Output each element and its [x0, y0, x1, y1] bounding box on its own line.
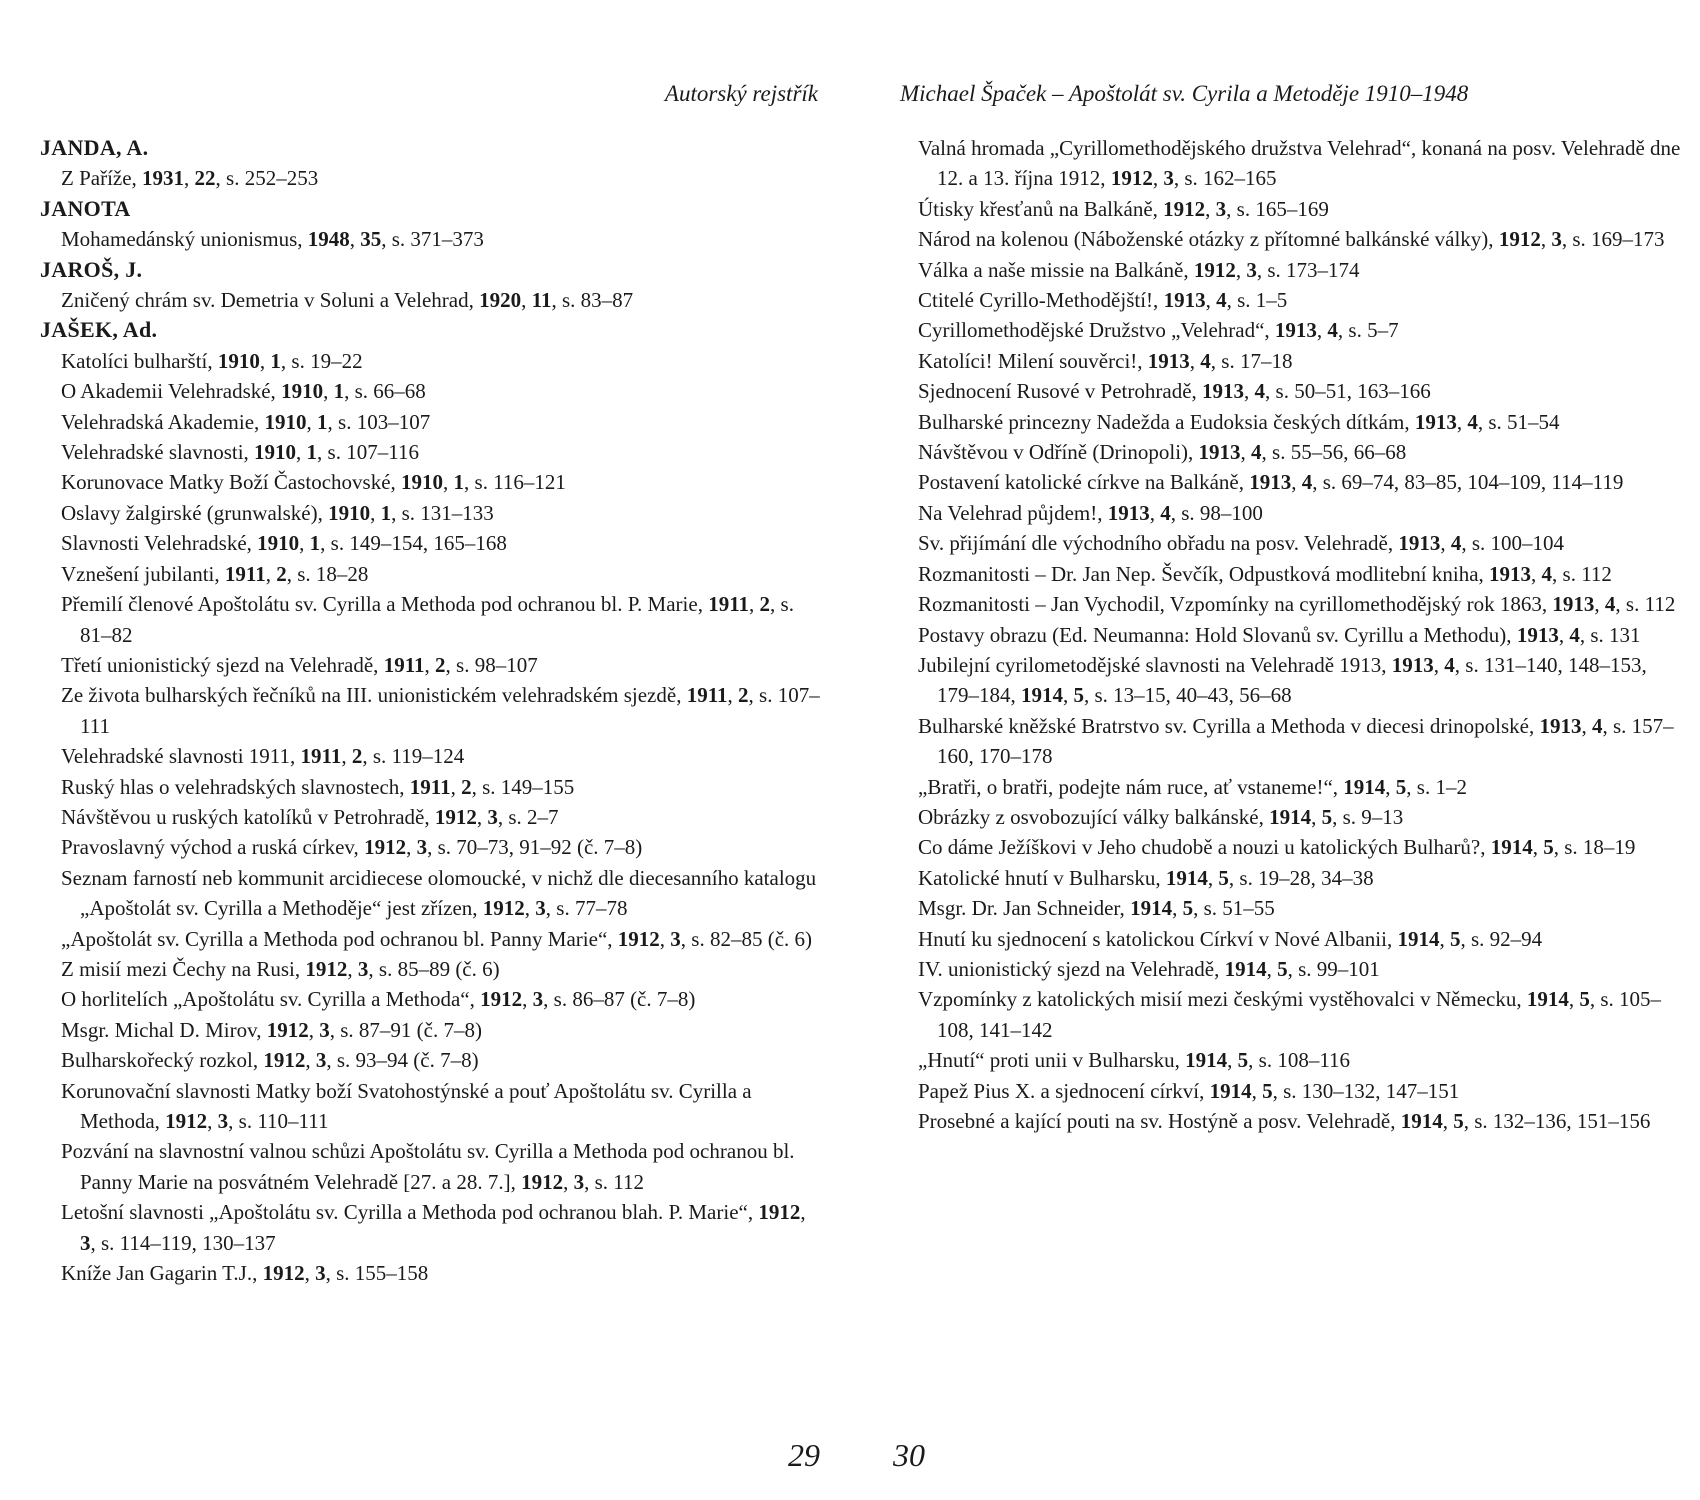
entry-year: 1914: [1130, 896, 1173, 921]
right-page: [850, 0, 1700, 1500]
entry-title: Národ na kolenou (Náboženské otázky z přítomné balkánské války),: [918, 227, 1499, 252]
entry-volume: 1: [317, 409, 328, 434]
entry-pages: , s. 87–91 (č. 7–8): [329, 1017, 482, 1042]
entry-year: 1912: [262, 1261, 305, 1286]
index-entry: Velehradské slavnosti, 1910, 1, s. 107–116: [61, 440, 419, 465]
entry-year: 1931: [142, 166, 185, 191]
entry-year: 1912: [263, 1048, 306, 1073]
entry-year: 1910: [328, 500, 371, 525]
entry-title: Ctitelé Cyrillo-Methodějští!,: [918, 288, 1164, 313]
entry-title: Z misií mezi Čechy na Rusi,: [61, 956, 306, 981]
entry-pages: , s. 131: [1579, 622, 1641, 647]
index-entry: Ctitelé Cyrillo-Methodějští!, 1913, 4, s. 1–5: [918, 288, 1288, 313]
entry-title: Pozvání na slavnostní valnou schůzi Apoštolátu sv. Cyrilla a Methoda pod ochranou bl. Panny Marie na posvátném Velehradě [27. a 28. 7.],: [61, 1139, 795, 1194]
index-entry: Návštěvou u ruských katolíků v Petrohradě, 1912, 3, s. 2–7: [61, 804, 559, 829]
left-page-number: 29: [788, 1437, 820, 1473]
entry-volume: 2: [276, 561, 287, 586]
index-entry: Velehradské slavnosti 1911, 1911, 2, s. 119–124: [61, 744, 465, 769]
entry-pages: , s. 110–111: [228, 1109, 329, 1133]
entry-title: Návštěvou v Odříně (Drinopoli),: [918, 440, 1199, 465]
entry-volume: 4: [1327, 318, 1338, 343]
entry-pages: , s. 86–87 (č. 7–8): [543, 987, 696, 1012]
entry-pages: , s. 252–253: [215, 166, 319, 191]
entry-year: 1910: [217, 348, 260, 373]
entry-year: 1914: [1209, 1078, 1252, 1103]
entry-volume: 1: [333, 379, 345, 404]
index-entry: Třetí unionistický sjezd na Velehradě, 1911, 2, s. 98–107: [61, 652, 538, 677]
entry-extra-volume: 5: [1073, 683, 1084, 708]
entry-title: Korunovační slavnosti Matky boží Svatohostýnské a pouť Apoštolátu sv. Cyrilla a Methoda,: [61, 1078, 752, 1133]
index-entry: Rozmanitosti – Jan Vychodil, Vzpomínky na cyrillomethodějský rok 1863, 1913, 4, s. 112: [918, 592, 1676, 617]
index-entry: Katolické hnutí v Bulharsku, 1914, 5, s. 19–28, 34–38: [918, 865, 1374, 890]
entry-volume: 4: [1160, 500, 1171, 525]
entry-volume: 3: [535, 896, 546, 921]
entry-year: 1913: [1516, 622, 1559, 647]
index-entry: Vzpomínky z katolických misií mezi českými vystěhovalci v Německu, 1914, 5, s. 105–108, 141–142: [918, 987, 1662, 1042]
entry-volume: 4: [1254, 379, 1266, 404]
entry-volume: 4: [1569, 622, 1580, 647]
entry-year: 1914: [1165, 865, 1208, 890]
index-entry: Oslavy žalgirské (grunwalské), 1910, 1, s. 131–133: [61, 500, 494, 525]
entry-volume: 5: [1182, 896, 1194, 921]
entry-pages: , s. 1–5: [1226, 288, 1288, 313]
entry-volume: 2: [351, 744, 363, 769]
entry-year: 1912: [165, 1109, 208, 1133]
index-entry: Sv. přijímání dle východního obřadu na posv. Velehradě, 1913, 4, s. 100–104: [918, 531, 1565, 556]
index-entry: Kníže Jan Gagarin T.J., 1912, 3, s. 155–158: [61, 1261, 429, 1286]
entry-year: 1912: [1193, 257, 1236, 282]
entry-title: Jubilejní cyrilometodějské slavnosti na Velehradě 1913,: [918, 652, 1392, 677]
entry-volume: 3: [80, 1230, 91, 1255]
entry-volume: 5: [1543, 835, 1554, 860]
index-entry: O horlitelích „Apoštolátu sv. Cyrilla a Methoda“, 1912, 3, s. 86–87 (č. 7–8): [61, 987, 696, 1012]
entry-pages: , s. 17–18: [1210, 348, 1293, 373]
entry-volume: 3: [217, 1109, 229, 1133]
entry-year: 1910: [281, 379, 324, 404]
index-entry: Msgr. Dr. Jan Schneider, 1914, 5, s. 51–55: [918, 896, 1275, 921]
index-entry: Vznešení jubilanti, 1911, 2, s. 18–28: [61, 561, 369, 586]
entry-volume: 3: [487, 804, 498, 829]
index-entry: Prosebné a kající pouti na sv. Hostýně a posv. Velehradě, 1914, 5, s. 132–136, 151–156: [918, 1109, 1651, 1133]
entry-pages: , s. 162–165: [1173, 166, 1277, 191]
entry-year: 1911: [409, 774, 451, 799]
entry-pages: , s. 18–19: [1553, 835, 1636, 860]
entry-title: Vzpomínky z katolických misií mezi českými vystěhovalci v Německu,: [918, 987, 1527, 1012]
entry-title: Velehradské slavnosti 1911,: [61, 744, 301, 769]
entry-year: 1910: [254, 440, 297, 465]
entry-volume: 2: [435, 652, 446, 677]
entry-year: 1913: [1552, 592, 1595, 617]
entry-title: Zničený chrám sv. Demetria v Soluni a Velehrad,: [61, 288, 480, 313]
entry-title: O horlitelích „Apoštolátu sv. Cyrilla a Methoda“,: [61, 987, 481, 1012]
entry-title: Katolíci bulharští,: [61, 348, 218, 373]
index-entry: Papež Pius X. a sjednocení církví, 1914, 5, s. 130–132, 147–151: [918, 1078, 1460, 1103]
entry-pages: , s. 1–2: [1406, 774, 1467, 799]
entry-year: 1912: [617, 926, 660, 951]
entry-title: Korunovace Matky Boží Častochovské,: [61, 470, 402, 495]
entry-title: Obrázky z osvobozující války balkánské,: [918, 804, 1270, 829]
entry-title: Návštěvou u ruských katolíků v Petrohradě,: [61, 804, 435, 829]
entry-year: 1913: [1249, 470, 1292, 495]
entry-pages: , s. 112: [1615, 592, 1676, 617]
index-entry: Útisky křesťanů na Balkáně, 1912, 3, s. 165–169: [918, 196, 1329, 221]
entry-title: Ze života bulharských řečníků na III. unionistickém velehradském sjezdě,: [61, 683, 687, 708]
entry-pages: , s. 55–56, 66–68: [1261, 440, 1407, 465]
entry-year: 1912: [521, 1169, 564, 1194]
left-index-column: [40, 133, 825, 1288]
entry-pages: , s. 98–100: [1170, 500, 1263, 525]
entry-title: Pravoslavný východ a ruská církev,: [61, 835, 365, 860]
entry-volume: 4: [1301, 470, 1313, 495]
entry-title: Rozmanitosti – Dr. Jan Nep. Ševčík, Odpustková modlitební kniha,: [918, 561, 1490, 586]
entry-title: „Apoštolát sv. Cyrilla a Methoda pod ochranou bl. Panny Marie“,: [61, 926, 618, 951]
entry-year: 1914: [1343, 774, 1386, 799]
entry-year: 1912: [482, 896, 525, 921]
entry-year: 1910: [257, 531, 300, 556]
entry-title: Hnutí ku sjednocení s katolickou Církví v Nové Albanii,: [918, 926, 1398, 951]
entry-pages: , s. 155–158: [325, 1261, 429, 1286]
entry-pages: , s. 157–160, 170–178: [937, 713, 1674, 769]
entry-volume: 3: [1246, 257, 1257, 282]
entry-title: Oslavy žalgirské (grunwalské),: [61, 500, 329, 525]
entry-title: Co dáme Ježíškovi v Jeho chudobě a nouzi u katolických Bulharů?,: [918, 835, 1491, 860]
author-heading: JAROŠ, J.: [40, 256, 143, 282]
index-entry: Pozvání na slavnostní valnou schůzi Apoštolátu sv. Cyrilla a Methoda pod ochranou bl. Panny Marie na posvátném Velehradě [27. a 28. 7.], 1912, 3, s. 112: [61, 1139, 795, 1194]
entry-year: 1920: [479, 288, 522, 313]
entry-volume: 3: [319, 1017, 330, 1042]
entry-year: 1913: [1274, 318, 1317, 343]
index-entry: Hnutí ku sjednocení s katolickou Církví v Nové Albanii, 1914, 5, s. 92–94: [918, 926, 1543, 951]
entry-pages: , s. 371–373: [381, 227, 484, 252]
entry-pages: , s. 81–82: [80, 592, 794, 647]
entry-volume: 5: [1218, 865, 1229, 890]
index-entry: Z misií mezi Čechy na Rusi, 1912, 3, s. 85–89 (č. 6): [61, 956, 500, 981]
entry-extra-year: 1914: [1021, 683, 1063, 708]
entry-volume: 2: [738, 683, 749, 708]
entry-volume: 5: [1395, 774, 1407, 799]
entry-year: 1914: [1400, 1109, 1443, 1133]
index-entry: Cyrillomethodějské Družstvo „Velehrad“, 1913, 4, s. 5–7: [918, 318, 1399, 343]
entry-year: 1912: [758, 1200, 801, 1225]
entry-pages: , s. 100–104: [1461, 531, 1565, 556]
index-entry: Návštěvou v Odříně (Drinopoli), 1913, 4, s. 55–56, 66–68: [918, 440, 1407, 465]
entry-year: 1913: [1489, 561, 1532, 586]
entry-pages: , s. 103–107: [327, 409, 431, 434]
entry-pages: , s. 107–111: [80, 683, 820, 738]
entry-pages: , s. 83–87: [551, 288, 634, 313]
entry-pages: , s. 149–155: [471, 774, 575, 799]
entry-pages: , s. 131–133: [391, 500, 494, 525]
entry-pages: , s. 5–7: [1337, 318, 1399, 343]
entry-title: Valná hromada „Cyrillomethodějského družstva Velehrad“, konaná na posv. Velehradě dne 12. a 13. října 1912,: [918, 136, 1681, 191]
entry-title: Postavení katolické církve na Balkáně,: [918, 470, 1250, 495]
entry-year: 1911: [300, 744, 342, 769]
entry-title: Válka a naše missie na Balkáně,: [918, 257, 1194, 282]
entry-pages: , s. 105–108, 141–142: [937, 987, 1662, 1042]
entry-pages: , s. 165–169: [1226, 196, 1329, 221]
index-entry: IV. unionistický sjezd na Velehradě, 1914, 5, s. 99–101: [918, 956, 1380, 981]
entry-title: Postavy obrazu (Ed. Neumanna: Hold Slovanů sv. Cyrillu a Methodu),: [918, 622, 1517, 647]
entry-year: 1910: [401, 470, 444, 495]
entry-title: Sv. přijímání dle východního obřadu na posv. Velehradě,: [918, 531, 1399, 556]
index-entry: Katolíci bulharští, 1910, 1, s. 19–22: [61, 348, 363, 373]
entry-year: 1912: [1110, 166, 1153, 191]
entry-volume: 5: [1262, 1078, 1273, 1103]
entry-pages: , s. 70–73, 91–92 (č. 7–8): [427, 835, 643, 860]
entry-volume: 3: [315, 1261, 326, 1286]
right-index-column: [917, 133, 1687, 1136]
entry-year: 1913: [1414, 409, 1457, 434]
entry-title: Kníže Jan Gagarin T.J.,: [61, 1261, 263, 1286]
entry-title: „Bratři, o bratři, podejte nám ruce, ať vstaneme!“,: [918, 774, 1344, 799]
entry-year: 1913: [1147, 348, 1190, 373]
entry-pages: , s. 92–94: [1460, 926, 1543, 951]
entry-pages: , s. 130–132, 147–151: [1272, 1078, 1460, 1103]
author-heading: JAŠEK, Ad.: [40, 317, 158, 343]
entry-title: Mohamedánský unionismus,: [61, 227, 308, 252]
entry-title: Bulharské kněžské Bratrstvo sv. Cyrilla a Methoda v diecesi drinopolské,: [918, 713, 1540, 738]
entry-year: 1911: [224, 561, 266, 586]
entry-year: 1914: [1224, 956, 1267, 981]
entry-pages: , s. 116–121: [464, 470, 566, 495]
entry-pages: , s. 77–78: [545, 896, 628, 921]
entry-volume: 3: [1163, 166, 1174, 191]
entry-volume: 3: [573, 1169, 585, 1194]
index-entry: Obrázky z osvobozující války balkánské, 1914, 5, s. 9–13: [918, 804, 1404, 829]
index-entry: Bulharské princezny Nadežda a Eudoksia českých dítkám, 1913, 4, s. 51–54: [918, 409, 1560, 434]
entry-volume: 4: [1541, 561, 1553, 586]
entry-year: 1911: [383, 652, 425, 677]
entry-pages: , s. 51–55: [1193, 896, 1275, 921]
entry-volume: 4: [1444, 652, 1455, 677]
entry-pages: , s. 99–101: [1287, 956, 1380, 981]
entry-pages: , s. 132–136, 151–156: [1463, 1109, 1651, 1133]
entry-pages: , s. 50–51, 163–166: [1265, 379, 1431, 404]
index-entry: Bulharskořecký rozkol, 1912, 3, s. 93–94 (č. 7–8): [61, 1048, 479, 1073]
entry-year: 1912: [364, 835, 407, 860]
entry-pages: , s. 51–54: [1477, 409, 1560, 434]
entry-title: Velehradská Akademie,: [61, 409, 265, 434]
entry-title: Cyrillomethodějské Družstvo „Velehrad“,: [918, 318, 1275, 343]
entry-title: Sjednocení Rusové v Petrohradě,: [918, 379, 1203, 404]
entry-volume: 4: [1216, 288, 1227, 313]
entry-pages: , s. 66–68: [344, 379, 426, 404]
entry-year: 1913: [1163, 288, 1206, 313]
entry-volume: 5: [1579, 987, 1590, 1012]
entry-pages: , s. 18–28: [286, 561, 369, 586]
index-entry: O Akademii Velehradské, 1910, 1, s. 66–68: [61, 379, 426, 404]
entry-volume: 4: [1251, 440, 1262, 465]
entry-volume: 2: [461, 774, 472, 799]
index-entry: Postavy obrazu (Ed. Neumanna: Hold Slovanů sv. Cyrillu a Methodu), 1913, 4, s. 131: [918, 622, 1641, 647]
entry-title: Přemilí členové Apoštolátu sv. Cyrilla a Methoda pod ochranou bl. P. Marie,: [61, 592, 709, 617]
index-entry: Z Paříže, 1931, 22, s. 252–253: [61, 166, 319, 191]
entry-volume: 3: [1551, 227, 1562, 252]
entry-title: Prosebné a kající pouti na sv. Hostýně a posv. Velehradě,: [918, 1109, 1401, 1133]
index-entry: Ze života bulharských řečníků na III. unionistickém velehradském sjezdě, 1911, 2, s. 107–111: [61, 683, 820, 738]
entry-title: Vznešení jubilanti,: [61, 561, 225, 586]
entry-pages: , s. 119–124: [362, 744, 465, 769]
index-entry: Válka a naše missie na Balkáně, 1912, 3, s. 173–174: [918, 257, 1360, 282]
entry-pages: , s. 114–119, 130–137: [90, 1230, 276, 1255]
entry-title: Slavnosti Velehradské,: [61, 531, 258, 556]
index-entry: Ruský hlas o velehradských slavnostech, 1911, 2, s. 149–155: [61, 774, 575, 799]
entry-title: IV. unionistický sjezd na Velehradě,: [918, 956, 1225, 981]
index-entry: Sjednocení Rusové v Petrohradě, 1913, 4, s. 50–51, 163–166: [918, 379, 1431, 404]
entry-title: Msgr. Dr. Jan Schneider,: [918, 896, 1131, 921]
index-entry: Na Velehrad půjdem!, 1913, 4, s. 98–100: [918, 500, 1263, 525]
entry-year: 1913: [1539, 713, 1582, 738]
entry-title: Papež Pius X. a sjednocení církví,: [918, 1078, 1210, 1103]
entry-year: 1911: [686, 683, 728, 708]
index-entry: Msgr. Michal D. Mirov, 1912, 3, s. 87–91 (č. 7–8): [61, 1017, 482, 1042]
entry-year: 1913: [1391, 652, 1434, 677]
entry-pages: , s. 107–116: [317, 440, 419, 465]
entry-pages: , s. 131–140, 148–153, 179–184,: [937, 652, 1647, 708]
entry-title: Třetí unionistický sjezd na Velehradě,: [61, 652, 384, 677]
entry-volume: 5: [1449, 926, 1461, 951]
entry-volume: 3: [315, 1048, 327, 1073]
entry-title: Velehradské slavnosti,: [61, 440, 255, 465]
entry-title: „Hnutí“ proti unii v Bulharsku,: [918, 1048, 1186, 1073]
entry-year: 1912: [305, 956, 348, 981]
entry-title: Seznam farností neb kommunit arcidiecese olomoucké, v nichž dle diecesanního katalogu „Apoštolát sv. Cyrilla a Methoděje“ jest zřízen,: [61, 865, 817, 921]
entry-volume: 1: [270, 348, 281, 373]
index-entry: Korunovační slavnosti Matky boží Svatohostýnské a pouť Apoštolátu sv. Cyrilla a Methoda, 1912, 3, s. 110–111: [61, 1078, 752, 1133]
index-entry: Seznam farností neb kommunit arcidiecese olomoucké, v nichž dle diecesanního katalogu „Apoštolát sv. Cyrilla a Methoděje“ jest zřízen, 1912, 3, s. 77–78: [61, 865, 817, 921]
entry-year: 1912: [1163, 196, 1206, 221]
entry-year: 1912: [266, 1017, 309, 1042]
index-entry: „Hnutí“ proti unii v Bulharsku, 1914, 5, s. 108–116: [918, 1048, 1351, 1073]
right-running-head: Michael Špaček – Apoštolát sv. Cyrila a Metoděje 1910–1948: [900, 81, 1469, 106]
index-entry: Korunovace Matky Boží Častochovské, 1910, 1, s. 116–121: [61, 470, 566, 495]
entry-volume: 4: [1467, 409, 1478, 434]
entry-volume: 22: [194, 166, 216, 191]
right-page-number: 30: [893, 1437, 925, 1473]
entry-year: 1913: [1198, 440, 1241, 465]
index-entry: Co dáme Ježíškovi v Jeho chudobě a nouzi u katolických Bulharů?, 1914, 5, s. 18–19: [918, 835, 1636, 860]
entry-pages: , s. 19–22: [280, 348, 363, 373]
entry-pages: , s. 149–154, 165–168: [320, 531, 507, 556]
entry-volume: 5: [1237, 1048, 1249, 1073]
entry-year: 1913: [1398, 531, 1441, 556]
entry-volume: 4: [1450, 531, 1462, 556]
entry-title: O Akademii Velehradské,: [61, 379, 282, 404]
index-entry: Přemilí členové Apoštolátu sv. Cyrilla a Methoda pod ochranou bl. P. Marie, 1911, 2, s. 81–82: [61, 592, 794, 647]
entry-year: 1914: [1397, 926, 1440, 951]
entry-pages: , s. 112: [1552, 561, 1612, 586]
index-entry: Jubilejní cyrilometodějské slavnosti na Velehradě 1913, 1913, 4, s. 131–140, 148–153, 179–184, 1914, 5, s. 13–15, 40–43, 56–68: [918, 652, 1647, 708]
entry-pages: , s. 98–107: [445, 652, 538, 677]
entry-pages: , s. 82–85 (č. 6): [680, 926, 813, 951]
entry-volume: 4: [1592, 713, 1603, 738]
entry-year: 1912: [1498, 227, 1541, 252]
entry-volume: 1: [453, 470, 465, 495]
entry-volume: 3: [532, 987, 544, 1012]
index-entry: „Apoštolát sv. Cyrilla a Methoda pod ochranou bl. Panny Marie“, 1912, 3, s. 82–85 (č. 6): [61, 926, 813, 951]
entry-volume: 2: [759, 592, 771, 617]
entry-volume: 4: [1604, 592, 1616, 617]
entry-volume: 5: [1453, 1109, 1464, 1133]
index-entry: Mohamedánský unionismus, 1948, 35, s. 371–373: [61, 227, 484, 252]
entry-pages: , s. 112: [584, 1169, 644, 1194]
entry-year: 1914: [1269, 804, 1312, 829]
entry-year: 1914: [1526, 987, 1569, 1012]
entry-year: 1914: [1185, 1048, 1228, 1073]
index-entry: Letošní slavnosti „Apoštolátu sv. Cyrilla a Methoda pod ochranou blah. P. Marie“, 1912, 3, s. 114–119, 130–137: [61, 1200, 806, 1255]
index-entry: Slavnosti Velehradské, 1910, 1, s. 149–154, 165–168: [61, 531, 507, 556]
entry-year: 1912: [480, 987, 523, 1012]
entry-pages: , s. 19–28, 34–38: [1228, 865, 1374, 890]
entry-year: 1911: [708, 592, 750, 617]
index-entry: Zničený chrám sv. Demetria v Soluni a Velehrad, 1920, 11, s. 83–87: [61, 288, 634, 313]
entry-title: Ruský hlas o velehradských slavnostech,: [61, 774, 410, 799]
entry-title: Na Velehrad půjdem!,: [918, 500, 1108, 525]
entry-year: 1912: [434, 804, 477, 829]
entry-title: Rozmanitosti – Jan Vychodil, Vzpomínky na cyrillomethodějský rok 1863,: [918, 592, 1553, 617]
entry-volume: 3: [357, 956, 369, 981]
entry-title: Katolíci! Milení souvěrci!,: [918, 348, 1148, 373]
index-entry: Rozmanitosti – Dr. Jan Nep. Ševčík, Odpustková modlitební kniha, 1913, 4, s. 112: [918, 561, 1612, 586]
entry-title: Bulharské princezny Nadežda a Eudoksia českých dítkám,: [918, 409, 1415, 434]
author-heading: JANOTA: [40, 195, 131, 221]
entry-year: 1913: [1202, 379, 1245, 404]
entry-pages: , s. 85–89 (č. 6): [368, 956, 500, 981]
index-entry: Postavení katolické církve na Balkáně, 1913, 4, s. 69–74, 83–85, 104–109, 114–119: [918, 470, 1624, 495]
entry-year: 1910: [264, 409, 307, 434]
entry-year: 1914: [1490, 835, 1533, 860]
index-entry: Valná hromada „Cyrillomethodějského družstva Velehrad“, konaná na posv. Velehradě dne 12. a 13. října 1912, 1912, 3, s. 162–165: [918, 136, 1681, 191]
entry-pages: , s. 169–173: [1561, 227, 1665, 252]
author-heading: JANDA, A.: [40, 135, 149, 160]
entry-pages: , s. 69–74, 83–85, 104–109, 114–119: [1312, 470, 1624, 495]
entry-extra-pages: , s. 13–15, 40–43, 56–68: [1084, 683, 1292, 708]
entry-pages: , s. 108–116: [1248, 1048, 1351, 1073]
entry-title: Katolické hnutí v Bulharsku,: [918, 865, 1166, 890]
entry-volume: 35: [360, 227, 382, 252]
entry-title: Bulharskořecký rozkol,: [61, 1048, 264, 1073]
entry-pages: , s. 93–94 (č. 7–8): [326, 1048, 479, 1073]
entry-year: 1913: [1107, 500, 1150, 525]
entry-volume: 3: [670, 926, 681, 951]
index-entry: Pravoslavný východ a ruská církev, 1912, 3, s. 70–73, 91–92 (č. 7–8): [61, 835, 643, 860]
entry-title: Z Paříže,: [61, 166, 143, 191]
entry-title: Msgr. Michal D. Mirov,: [61, 1017, 267, 1042]
entry-volume: 5: [1321, 804, 1333, 829]
entry-pages: , s. 9–13: [1332, 804, 1404, 829]
entry-volume: 3: [1215, 196, 1227, 221]
entry-volume: 1: [309, 531, 321, 556]
entry-volume: 4: [1200, 348, 1211, 373]
entry-pages: , s. 2–7: [497, 804, 559, 829]
index-entry: Velehradská Akademie, 1910, 1, s. 103–107: [61, 409, 431, 434]
entry-volume: 1: [306, 440, 318, 465]
entry-volume: 11: [531, 288, 552, 313]
entry-volume: 3: [416, 835, 428, 860]
index-entry: „Bratři, o bratři, podejte nám ruce, ať vstaneme!“, 1914, 5, s. 1–2: [918, 774, 1467, 799]
entry-year: 1948: [307, 227, 350, 252]
entry-title: Útisky křesťanů na Balkáně,: [918, 196, 1164, 221]
entry-volume: 1: [380, 500, 392, 525]
entry-pages: , s. 173–174: [1256, 257, 1360, 282]
entry-volume: 5: [1277, 956, 1288, 981]
index-entry: Národ na kolenou (Náboženské otázky z přítomné balkánské války), 1912, 3, s. 169–173: [918, 227, 1665, 252]
index-entry: Bulharské kněžské Bratrstvo sv. Cyrilla a Methoda v diecesi drinopolské, 1913, 4, s. 157–160, 170–178: [918, 713, 1674, 769]
entry-title: Letošní slavnosti „Apoštolátu sv. Cyrilla a Methoda pod ochranou blah. P. Marie“,: [61, 1200, 759, 1225]
left-running-head: Autorský rejstřík: [664, 81, 818, 106]
index-entry: Katolíci! Milení souvěrci!, 1913, 4, s. 17–18: [918, 348, 1293, 373]
